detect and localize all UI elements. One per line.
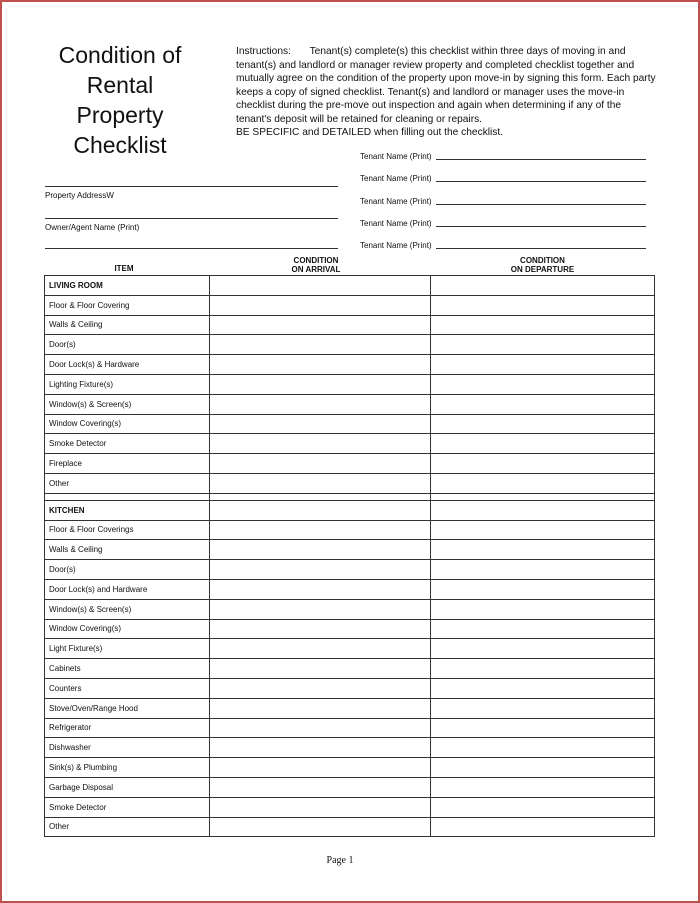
arrival-condition-cell[interactable] bbox=[210, 434, 431, 454]
arrival-condition-cell[interactable] bbox=[210, 295, 431, 315]
field-line bbox=[45, 186, 338, 187]
table-row bbox=[45, 619, 655, 639]
arrival-condition-cell[interactable] bbox=[210, 579, 431, 599]
departure-condition-cell[interactable] bbox=[431, 797, 655, 817]
item-cell: Floor & Floor Coverings bbox=[45, 520, 210, 540]
signature-line bbox=[436, 248, 646, 249]
document-title bbox=[40, 40, 200, 160]
departure-condition-cell[interactable] bbox=[431, 394, 655, 414]
table-row bbox=[45, 315, 655, 335]
departure-condition-cell[interactable] bbox=[431, 560, 655, 580]
signature-line bbox=[436, 159, 646, 160]
item-cell: Door Lock(s) and Hardware bbox=[45, 579, 210, 599]
departure-condition-cell[interactable] bbox=[431, 500, 655, 520]
item-cell: Window Covering(s) bbox=[45, 619, 210, 639]
table-row bbox=[45, 434, 655, 454]
title-line: Condition of bbox=[58, 42, 182, 68]
item-cell: Stove/Oven/Range Hood bbox=[45, 698, 210, 718]
arrival-condition-cell[interactable] bbox=[210, 619, 431, 639]
column-header-text: CONDITION bbox=[520, 256, 565, 265]
item-cell bbox=[45, 493, 210, 500]
departure-condition-cell[interactable] bbox=[431, 335, 655, 355]
arrival-condition-cell[interactable] bbox=[210, 560, 431, 580]
item-cell: Window(s) & Screen(s) bbox=[45, 599, 210, 619]
item-cell: Door Lock(s) & Hardware bbox=[45, 355, 210, 375]
arrival-condition-cell[interactable] bbox=[210, 335, 431, 355]
table-row bbox=[45, 295, 655, 315]
arrival-condition-cell[interactable] bbox=[210, 639, 431, 659]
property-address-label: Property AddressW bbox=[45, 191, 114, 200]
arrival-condition-cell[interactable] bbox=[210, 797, 431, 817]
table-row bbox=[45, 560, 655, 580]
table-row bbox=[45, 414, 655, 434]
column-header-text: ON ARRIVAL bbox=[291, 265, 341, 274]
arrival-condition-cell[interactable] bbox=[210, 520, 431, 540]
title-line: Property bbox=[76, 102, 164, 128]
departure-condition-cell[interactable] bbox=[431, 315, 655, 335]
table-row bbox=[45, 777, 655, 797]
arrival-condition-cell[interactable] bbox=[210, 276, 431, 296]
departure-condition-cell[interactable] bbox=[431, 579, 655, 599]
departure-condition-cell[interactable] bbox=[431, 374, 655, 394]
arrival-condition-cell[interactable] bbox=[210, 698, 431, 718]
item-cell: Walls & Ceiling bbox=[45, 540, 210, 560]
instructions-body: Tenant(s) complete(s) this checklist within three days of moving in and tenant(s) and landlord or manager review property and completed checklist together and mutually agree on the condition of the property upon move-in by signing this form. Each party keeps a copy of signed checklist. Tenant(s) and landlord or manager uses the move-in checklist during the pre-move out inspection and again when determining if any of the tenant's deposit will be retained for cleaning or repairs. bbox=[236, 46, 656, 125]
arrival-condition-cell[interactable] bbox=[210, 599, 431, 619]
item-cell: Dishwasher bbox=[45, 738, 210, 758]
instructions-block bbox=[236, 45, 656, 140]
arrival-condition-cell[interactable] bbox=[210, 414, 431, 434]
departure-condition-cell[interactable] bbox=[431, 817, 655, 837]
signature-line bbox=[436, 226, 646, 227]
item-cell: Smoke Detector bbox=[45, 434, 210, 454]
tenant-name-field[interactable] bbox=[360, 172, 650, 194]
arrival-condition-cell[interactable] bbox=[210, 374, 431, 394]
arrival-condition-cell[interactable] bbox=[210, 718, 431, 738]
departure-condition-cell[interactable] bbox=[431, 619, 655, 639]
departure-condition-cell[interactable] bbox=[431, 276, 655, 296]
table-row bbox=[45, 579, 655, 599]
item-cell: Fireplace bbox=[45, 454, 210, 474]
column-header-item bbox=[44, 264, 204, 273]
item-cell: Cabinets bbox=[45, 659, 210, 679]
column-header-arrival bbox=[208, 256, 424, 274]
item-cell: Counters bbox=[45, 678, 210, 698]
tenant-name-field[interactable] bbox=[360, 150, 650, 172]
owner-agent-field[interactable] bbox=[45, 218, 338, 232]
item-cell: Walls & Ceiling bbox=[45, 315, 210, 335]
table-row bbox=[45, 738, 655, 758]
item-cell: Light Fixture(s) bbox=[45, 639, 210, 659]
departure-condition-cell[interactable] bbox=[431, 473, 655, 493]
table-row bbox=[45, 639, 655, 659]
arrival-condition-cell[interactable] bbox=[210, 500, 431, 520]
arrival-condition-cell bbox=[210, 493, 431, 500]
departure-condition-cell[interactable] bbox=[431, 295, 655, 315]
departure-condition-cell[interactable] bbox=[431, 434, 655, 454]
section-spacer-row bbox=[45, 493, 655, 500]
departure-condition-cell[interactable] bbox=[431, 540, 655, 560]
departure-condition-cell[interactable] bbox=[431, 520, 655, 540]
condition-checklist-table bbox=[44, 275, 655, 837]
tenant-name-label: Tenant Name (Print) bbox=[360, 218, 432, 228]
departure-condition-cell[interactable] bbox=[431, 599, 655, 619]
signature-line bbox=[436, 204, 646, 205]
item-cell: Floor & Floor Covering bbox=[45, 295, 210, 315]
arrival-condition-cell[interactable] bbox=[210, 738, 431, 758]
page-number: Page 1 bbox=[326, 855, 354, 866]
owner-agent-label: Owner/Agent Name (Print) bbox=[45, 223, 140, 232]
departure-condition-cell[interactable] bbox=[431, 698, 655, 718]
owner-agent-line bbox=[45, 248, 338, 249]
table-row bbox=[45, 394, 655, 414]
tenant-name-field[interactable] bbox=[360, 195, 650, 217]
field-line bbox=[45, 218, 338, 219]
column-header-departure bbox=[430, 256, 655, 274]
instructions-emphasis: BE SPECIFIC and DETAILED when filling out the checklist. bbox=[236, 127, 504, 138]
departure-condition-cell bbox=[431, 493, 655, 500]
table-row bbox=[45, 540, 655, 560]
section-heading-row bbox=[45, 276, 655, 296]
departure-condition-cell[interactable] bbox=[431, 454, 655, 474]
arrival-condition-cell[interactable] bbox=[210, 817, 431, 837]
table-row bbox=[45, 698, 655, 718]
column-header-text: CONDITION bbox=[293, 256, 339, 265]
tenant-name-label: Tenant Name (Print) bbox=[360, 152, 432, 161]
arrival-condition-cell[interactable] bbox=[210, 454, 431, 474]
tenant-name-label: Tenant Name (Print) bbox=[360, 241, 432, 251]
title-line: Checklist bbox=[73, 132, 167, 158]
item-cell: Window(s) & Screen(s) bbox=[45, 394, 210, 414]
departure-condition-cell[interactable] bbox=[431, 355, 655, 375]
table-row bbox=[45, 599, 655, 619]
table-row bbox=[45, 473, 655, 493]
departure-condition-cell[interactable] bbox=[431, 414, 655, 434]
arrival-condition-cell[interactable] bbox=[210, 659, 431, 679]
item-cell: Garbage Disposal bbox=[45, 777, 210, 797]
arrival-condition-cell[interactable] bbox=[210, 540, 431, 560]
item-cell: Smoke Detector bbox=[45, 797, 210, 817]
departure-condition-cell[interactable] bbox=[431, 738, 655, 758]
signature-line bbox=[436, 181, 646, 182]
title-line: Rental bbox=[86, 72, 154, 98]
item-cell: Window Covering(s) bbox=[45, 414, 210, 434]
table-row bbox=[45, 817, 655, 837]
departure-condition-cell[interactable] bbox=[431, 639, 655, 659]
table-row bbox=[45, 335, 655, 355]
table-row bbox=[45, 718, 655, 738]
departure-condition-cell[interactable] bbox=[431, 678, 655, 698]
table-row bbox=[45, 678, 655, 698]
arrival-condition-cell[interactable] bbox=[210, 678, 431, 698]
field-line bbox=[45, 248, 338, 249]
tenant-name-label: Tenant Name (Print) bbox=[360, 196, 432, 206]
table-row bbox=[45, 659, 655, 679]
item-cell: KITCHEN bbox=[45, 500, 210, 520]
column-header-text: ON DEPARTURE bbox=[510, 265, 575, 274]
departure-condition-cell[interactable] bbox=[431, 718, 655, 738]
table-row bbox=[45, 454, 655, 474]
item-cell: Refrigerator bbox=[45, 718, 210, 738]
departure-condition-cell[interactable] bbox=[431, 777, 655, 797]
table-row bbox=[45, 520, 655, 540]
tenant-name-label: Tenant Name (Print) bbox=[360, 174, 432, 184]
column-header-text: ITEM bbox=[114, 264, 134, 273]
arrival-condition-cell[interactable] bbox=[210, 777, 431, 797]
departure-condition-cell[interactable] bbox=[431, 758, 655, 778]
item-cell: Door(s) bbox=[45, 335, 210, 355]
section-heading-row bbox=[45, 500, 655, 520]
table-row bbox=[45, 355, 655, 375]
arrival-condition-cell[interactable] bbox=[210, 355, 431, 375]
property-address-field[interactable] bbox=[45, 186, 338, 200]
table-row bbox=[45, 797, 655, 817]
tenant-name-fields bbox=[360, 150, 650, 261]
item-cell: Other bbox=[45, 473, 210, 493]
arrival-condition-cell[interactable] bbox=[210, 758, 431, 778]
item-cell: Sink(s) & Plumbing bbox=[45, 758, 210, 778]
item-cell: Door(s) bbox=[45, 560, 210, 580]
table-row bbox=[45, 374, 655, 394]
arrival-condition-cell[interactable] bbox=[210, 394, 431, 414]
arrival-condition-cell[interactable] bbox=[210, 473, 431, 493]
arrival-condition-cell[interactable] bbox=[210, 315, 431, 335]
item-cell: LIVING ROOM bbox=[45, 276, 210, 296]
item-cell: Other bbox=[45, 817, 210, 837]
departure-condition-cell[interactable] bbox=[431, 659, 655, 679]
table-row bbox=[45, 758, 655, 778]
instructions-label: Instructions: bbox=[236, 46, 291, 57]
item-cell: Lighting Fixture(s) bbox=[45, 374, 210, 394]
tenant-name-field[interactable] bbox=[360, 217, 650, 239]
